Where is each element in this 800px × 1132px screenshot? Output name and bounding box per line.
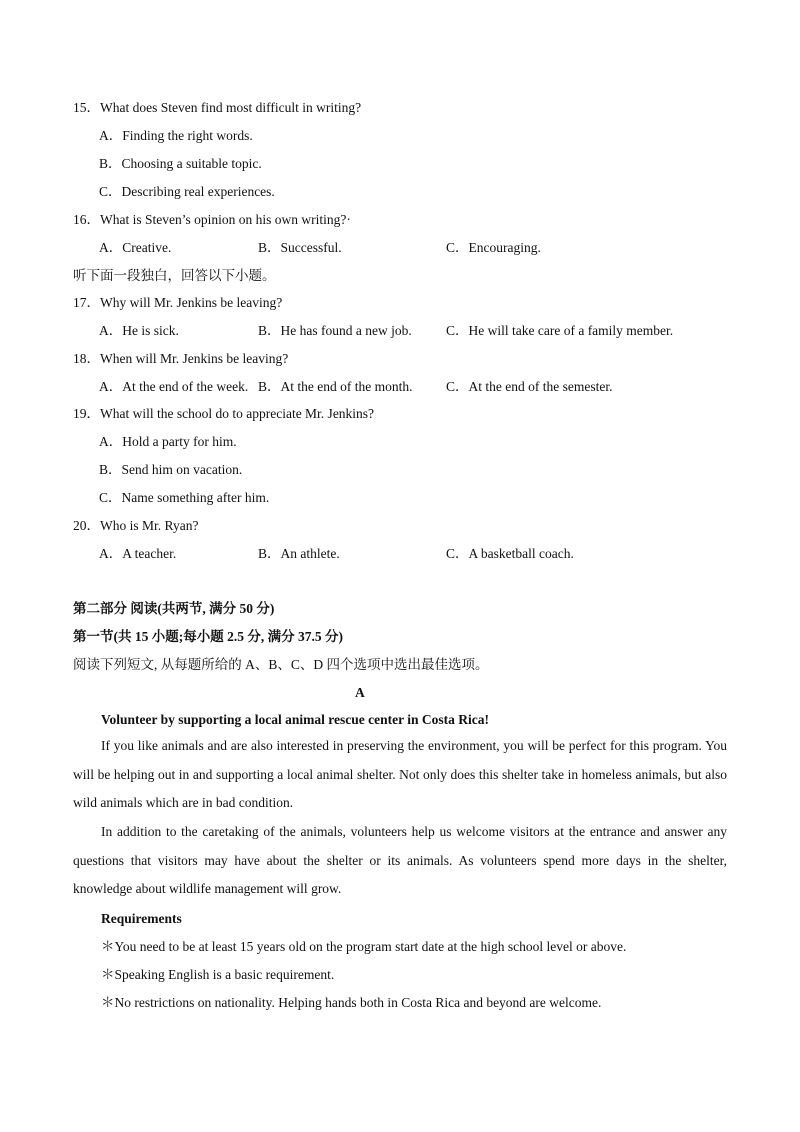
section-one-heading: 第一节(共 15 小题;每小题 2.5 分, 满分 37.5 分) bbox=[73, 629, 343, 644]
question-19-option-c: C．Name something after him. bbox=[99, 490, 270, 505]
passage-letter: A bbox=[355, 685, 365, 700]
question-15-stem: 15．What does Steven find most difficult in writing? bbox=[73, 100, 362, 115]
question-19-option-a: A．Hold a party for him. bbox=[99, 434, 237, 449]
passage-paragraph-1 bbox=[73, 732, 727, 818]
question-16-option-c: C．Encouraging. bbox=[446, 240, 541, 255]
question-20-option-b: B．An athlete. bbox=[258, 546, 340, 561]
question-19-stem: 19．What will the school do to appreciate Mr. Jenkins? bbox=[73, 406, 375, 421]
question-17-option-c: C．He will take care of a family member. bbox=[446, 323, 674, 338]
question-16-stem: 16．What is Steven’s opinion on his own writing?· bbox=[73, 212, 351, 227]
question-20-stem: 20．Who is Mr. Ryan? bbox=[73, 518, 199, 533]
passage-paragraph-2 bbox=[73, 818, 727, 904]
question-15-option-b: B．Choosing a suitable topic. bbox=[99, 156, 262, 171]
question-20-option-a: A．A teacher. bbox=[99, 546, 177, 561]
question-17-option-a: A．He is sick. bbox=[99, 323, 179, 338]
question-16-option-b: B．Successful. bbox=[258, 240, 342, 255]
question-18-option-c: C．At the end of the semester. bbox=[446, 379, 613, 394]
requirements-heading: Requirements bbox=[101, 911, 182, 926]
question-20-option-c: C．A basketball coach. bbox=[446, 546, 574, 561]
passage-paragraph-2-text: In addition to the caretaking of the animals, volunteers help us welcome visitors at the entrance and answer any questions that visitors may have about the shelter or its animals. As volunteers spend more days in the shelter, knowledge about wildlife management will grow. bbox=[73, 824, 727, 896]
question-19-option-b: B．Send him on vacation. bbox=[99, 462, 243, 477]
question-18-option-b: B．At the end of the month. bbox=[258, 379, 413, 394]
question-16-option-a: A．Creative. bbox=[99, 240, 172, 255]
question-17-stem: 17．Why will Mr. Jenkins be leaving? bbox=[73, 295, 283, 310]
passage-paragraph-1-text: If you like animals and are also interested in preserving the environment, you will be perfect for this program. You will be helping out in and supporting a local animal shelter. Not only does this shelter take in homeless animals, but also wild animals which are in bad condition. bbox=[73, 738, 727, 810]
requirement-item-1: ＊You need to be at least 15 years old on the program start date at the high school level or above. bbox=[101, 939, 627, 954]
reading-instruction: 阅读下列短文, 从每题所给的 A、B、C、D 四个选项中选出最佳选项。 bbox=[73, 657, 489, 672]
part-two-heading: 第二部分 阅读(共两节, 满分 50 分) bbox=[73, 601, 275, 616]
question-17-option-b: B．He has found a new job. bbox=[258, 323, 412, 338]
question-18-stem: 18．When will Mr. Jenkins be leaving? bbox=[73, 351, 289, 366]
question-18-option-a: A．At the end of the week. bbox=[99, 379, 249, 394]
passage-title: Volunteer by supporting a local animal rescue center in Costa Rica! bbox=[101, 712, 489, 727]
requirement-item-3: ＊No restrictions on nationality. Helping hands both in Costa Rica and beyond are welcome. bbox=[101, 995, 602, 1010]
question-15-option-c: C．Describing real experiences. bbox=[99, 184, 275, 199]
requirement-item-2: ＊Speaking English is a basic requirement. bbox=[101, 967, 335, 982]
monologue-instruction: 听下面一段独白，回答以下小题。 bbox=[73, 268, 276, 283]
question-15-option-a: A．Finding the right words. bbox=[99, 128, 253, 143]
